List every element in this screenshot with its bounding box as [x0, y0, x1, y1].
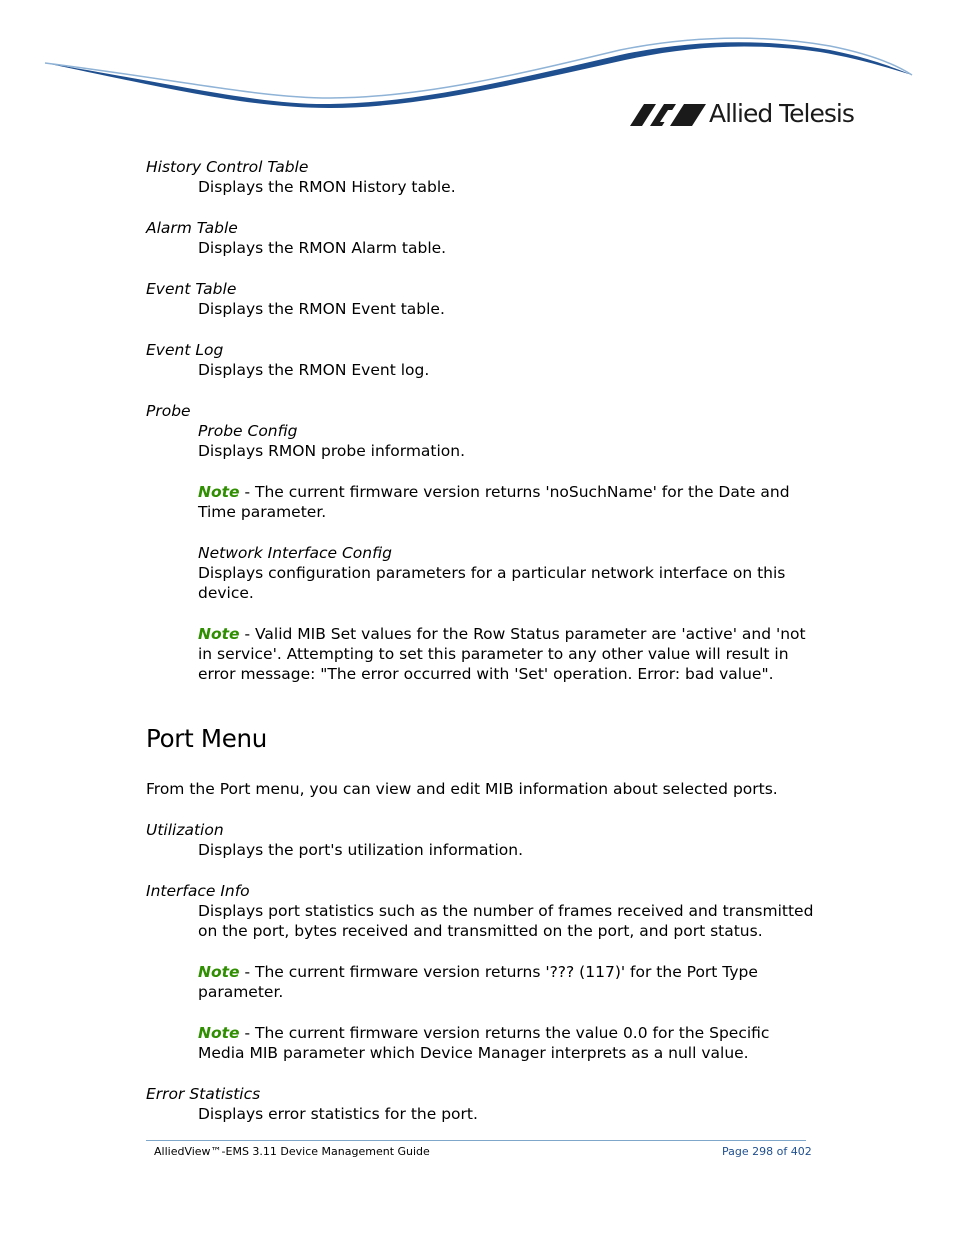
description: Displays port statistics such as the number of frames received and transmitted on the port, bytes received and transmitted on the port, and port status. — [198, 902, 814, 940]
description: Displays configuration parameters for a particular network interface on this device. — [198, 564, 786, 602]
term: History Control Table — [146, 158, 309, 176]
entry-event-log — [146, 340, 816, 380]
footer-document-title: AlliedView™-EMS 3.11 Device Management Guide — [154, 1145, 430, 1158]
description: Displays the port's utilization information. — [198, 841, 523, 859]
note — [198, 1023, 816, 1063]
section-title-port-menu: Port Menu — [146, 724, 267, 753]
section-intro: From the Port menu, you can view and edit MIB information about selected ports. — [146, 780, 778, 798]
note-label: Note — [198, 625, 240, 643]
footer-divider — [146, 1140, 806, 1141]
term: Probe — [146, 402, 191, 420]
entry-alarm-table — [146, 218, 816, 258]
note-text: - The current firmware version returns 'noSuchName' for the Date and Time parameter. — [198, 483, 790, 521]
entry-history-control-table — [146, 157, 816, 197]
entry-probe — [146, 401, 816, 684]
description: Displays error statistics for the port. — [198, 1105, 478, 1123]
term: Event Table — [146, 280, 237, 298]
note-text: - The current firmware version returns '??? (117)' for the Port Type parameter. — [198, 963, 758, 1001]
description: Displays the RMON Event log. — [198, 361, 430, 379]
term: Utilization — [146, 821, 224, 839]
term: Alarm Table — [146, 219, 238, 237]
note-label: Note — [198, 1024, 240, 1042]
term: Error Statistics — [146, 1085, 261, 1103]
note — [198, 482, 816, 522]
note-text: - The current firmware version returns the value 0.0 for the Specific Media MIB parameter which Device Manager interprets as a null value. — [198, 1024, 770, 1062]
allied-telesis-logo — [630, 100, 854, 128]
note-text: - Valid MIB Set values for the Row Status parameter are 'active' and 'not in service'. Attempting to set this parameter to any other value will result in error message: "The error occurred with 'Set' operation. Error: bad value". — [198, 625, 806, 683]
term: Event Log — [146, 341, 224, 359]
logo-mark-icon — [630, 100, 706, 128]
note — [198, 624, 816, 684]
probe-config — [198, 421, 816, 684]
entry-utilization — [146, 820, 816, 860]
term: Interface Info — [146, 882, 250, 900]
description: Displays the RMON Event table. — [198, 300, 445, 318]
note-label: Note — [198, 963, 240, 981]
entry-error-statistics — [146, 1084, 816, 1124]
footer-page-number: Page 298 of 402 — [722, 1145, 812, 1158]
document-body — [146, 157, 816, 1145]
description: Displays RMON probe information. — [198, 442, 466, 460]
description: Displays the RMON History table. — [198, 178, 456, 196]
entry-interface-info — [146, 881, 816, 1063]
entry-event-table — [146, 279, 816, 319]
subterm: Probe Config — [198, 422, 298, 440]
subterm: Network Interface Config — [198, 544, 392, 562]
logo-text: Allied Telesis — [709, 99, 854, 128]
note-label: Note — [198, 483, 240, 501]
description: Displays the RMON Alarm table. — [198, 239, 447, 257]
note — [198, 962, 816, 1002]
